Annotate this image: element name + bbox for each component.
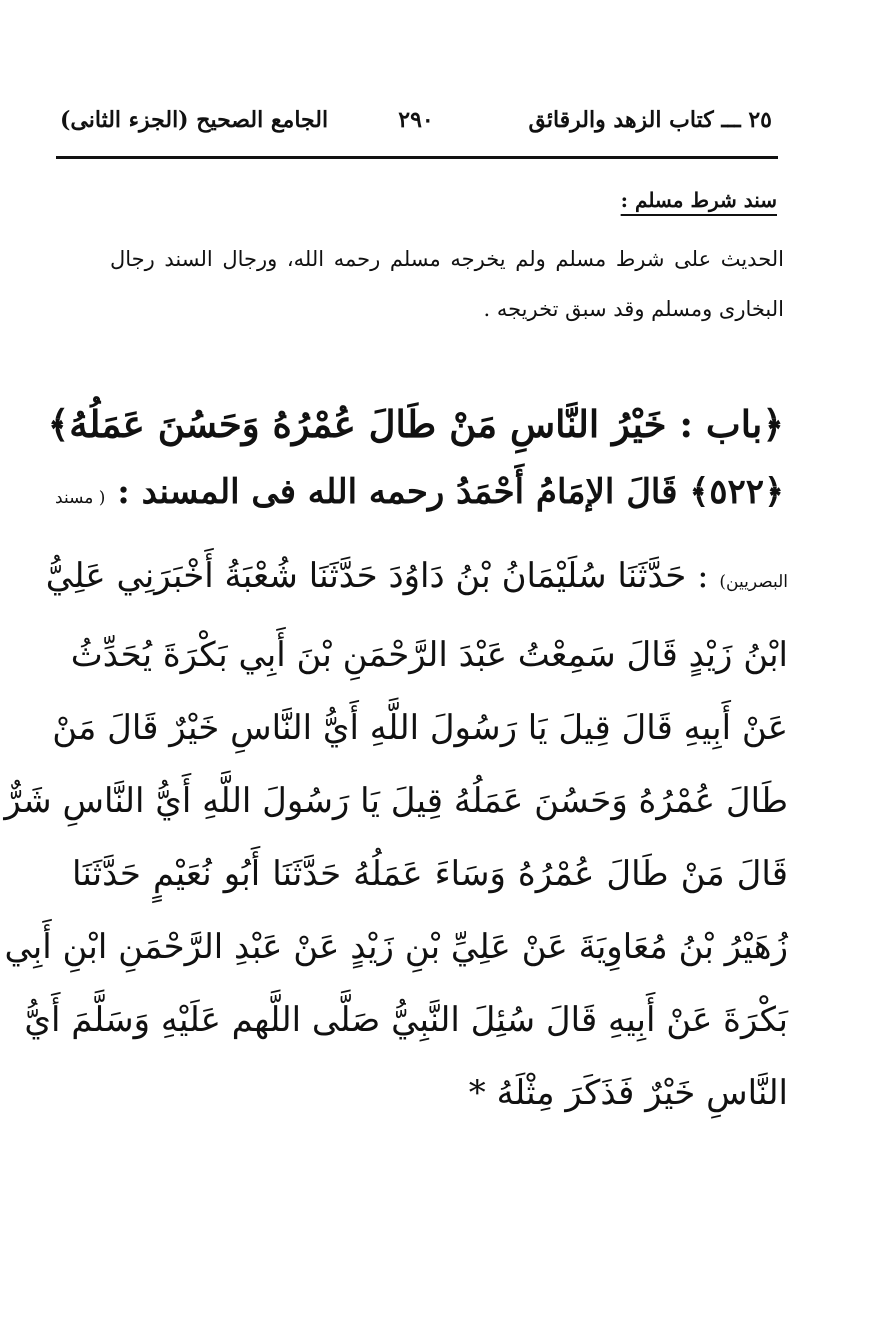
chapter-title: ﴿باب : خَيْرُ النَّاسِ مَنْ طَالَ عُمْرُهُ وَحَسُنَ عَمَلُهُ﴾ bbox=[47, 402, 784, 446]
hadith-intro: قَالَ الإمَامُ أَحْمَدُ رحمه الله فى المسند : bbox=[117, 472, 678, 512]
commentary-paragraph: الحديث على شرط مسلم ولم يخرجه مسلم رحمه الله، ورجال السند رجال البخارى ومسلم وقد سبق تخريجه . bbox=[110, 247, 784, 321]
hadith-number: ﴿٥٢٢﴾ bbox=[689, 472, 784, 512]
hadith-line: ابْنُ زَيْدٍ قَالَ سَمِعْتُ عَبْدَ الرَّحْمَنِ بْنَ أَبِي بَكْرَةَ يُحَدِّثُ bbox=[70, 635, 788, 675]
hadith-line: عَنْ أَبِيهِ قَالَ قِيلَ يَا رَسُولَ اللَّهِ أَيُّ النَّاسِ خَيْرٌ قَالَ مَنْ bbox=[52, 708, 788, 748]
hadith-line: بَكْرَةَ عَنْ أَبِيهِ قَالَ سُئِلَ النَّبِيُّ صَلَّى اللَّهم عَلَيْهِ وَسَلَّمَ أَيُّ bbox=[24, 1000, 788, 1040]
book-title: الجامع الصحيح (الجزء الثانى) bbox=[60, 107, 329, 133]
source-note: ( مسند bbox=[55, 488, 106, 508]
hadith-marker: ٢٩٠ bbox=[398, 107, 434, 133]
hadith-line: النَّاسِ خَيْرٌ فَذَكَرَ مِثْلَهُ * bbox=[468, 1073, 788, 1113]
hadith-line: قَالَ مَنْ طَالَ عُمْرُهُ وَسَاءَ عَمَلُهُ حَدَّثَنَا أَبُو نُعَيْمٍ حَدَّثَنَا bbox=[72, 854, 788, 894]
running-head bbox=[60, 98, 772, 142]
hadith-line: البصريين) : حَدَّثَنَا سُلَيْمَانُ بْنُ دَاوُدَ حَدَّثَنَا شُعْبَةُ أَخْبَرَنِي عَلِيُّ bbox=[45, 556, 788, 596]
running-head-section: ٢٥ ـــ كتاب الزهد والرقائق bbox=[528, 107, 772, 133]
hadith-line: طَالَ عُمْرُهُ وَحَسُنَ عَمَلُهُ قِيلَ يَا رَسُولَ اللَّهِ أَيُّ النَّاسِ شَرٌّ bbox=[4, 781, 788, 821]
hadith-line: زُهَيْرُ بْنُ مُعَاوِيَةَ عَنْ عَلِيِّ بْنِ زَيْدٍ عَنْ عَبْدِ الرَّحْمَنِ ابْنِ أَبِي bbox=[4, 927, 788, 967]
isnad-heading: سند شرط مسلم : bbox=[620, 188, 777, 212]
hadith-text bbox=[4, 540, 788, 1130]
source-note-continued: البصريين) bbox=[719, 572, 788, 592]
header-rule bbox=[56, 156, 778, 159]
page-number: ٢٥ bbox=[748, 107, 772, 133]
section-title: كتاب الزهد والرقائق bbox=[528, 107, 714, 133]
hadith-heading bbox=[55, 462, 784, 528]
